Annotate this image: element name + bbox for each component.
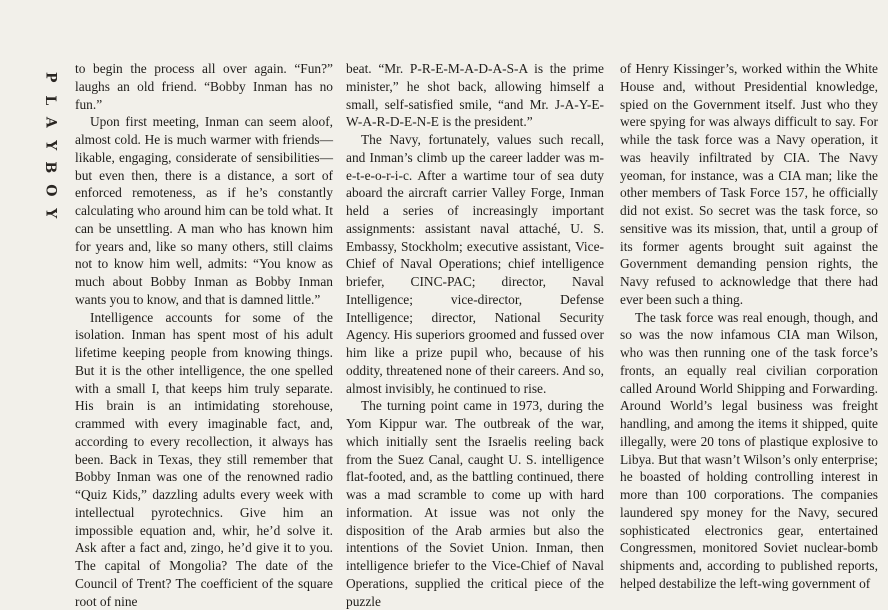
paragraph: The Navy, fortunately, values such recall, and Inman’s climb up the career ladder was m-e-t-e-o-r-i-c. After a wartime tour of sea duty aboard the aircraft carrier Valley Forge, Inman held a series of increasingly important assignments: assistant naval attaché, U. S. Embassy, Stockholm; executive assistant, Vice-Chief of Naval Operations; chief intelligence briefer, CINC-PAC; director, Naval Intelligence; vice-director, Defense Intelligence; director, National Security Agency. His superiors groomed and fussed over him like a prize pupil who, because of his oddity, threatened none of their careers. And so, almost invisibly, he continued to rise. xyxy=(346,131,604,397)
paragraph: of Henry Kissinger’s, worked within the White House and, without Presidential knowledge, spied on the Government itself. Just who they were spying for was always difficult to say. For while the task force was a Navy operation, it was heavily infiltrated by CIA. The Navy yeoman, for instance, was a CIA man; like the other members of Task Force 157, he officially did not exist. So secret was the task force, so sensitive was its mission, that, until a group of its former agents brought suit against the Government demanding pension rights, the Navy refused to acknowledge that there had ever been such a thing. xyxy=(620,60,878,309)
text-column-3 xyxy=(620,60,878,593)
paragraph: The turning point came in 1973, during the Yom Kippur war. The outbreak of the war, which initially sent the Israelis reeling back from the Suez Canal, caught U. S. intelligence flat-footed, and, as the battling continued, there was a mad scramble to come up with hard information. At issue was not only the disposition of the Arab armies but also the intentions of the Soviet Union. Inman, then intelligence briefer to the Vice-Chief of Naval Operations, supplied the critical piece of the puzzle xyxy=(346,397,604,610)
sidebar-letter: A xyxy=(39,117,62,128)
paragraph: Intelligence accounts for some of the isolation. Inman has spent most of his adult lifetime keeping people from knowing things. But it is the other intelligence, the one spelled with a small I, that keeps him truly separate. His brain is an intimidating storehouse, crammed with every imaginable fact, and, according to every recollection, it always has been. Back in Texas, they still remember that Bobby Inman was one of the renowned radio “Quiz Kids,” dazzling adults every week with intellectual pyrotechnics. Give him an impossible equation and, whir, he’d solve it. Ask after a fact and, zingo, he’d give it to you. The capital of Mongolia? The date of the Council of Trent? The coefficient of the square root of nine xyxy=(75,309,333,610)
paragraph: Upon first meeting, Inman can seem aloof, almost cold. He is much warmer with friends—likable, engaging, considerate of sensibilities—but even then, there is a distance, a sort of enforced remoteness, as if he’s constantly calculating who around him can be told what. It can be unsettling. A man who has known him for years and, like so many others, still claims not to know him well, admits: “You know as much about Bobby Inman as Bobby Inman wants you to know, and that is damned little.” xyxy=(75,113,333,308)
sidebar-letter: Y xyxy=(39,208,62,218)
sidebar-letter: P xyxy=(39,72,62,83)
text-column-1 xyxy=(75,60,333,610)
sidebar-letter: B xyxy=(39,162,62,174)
paragraph: The task force was real enough, though, and so was the now infamous CIA man Wilson, who was then running one of the task force’s fronts, an equally real civilian corporation called Around World Shipping and Forwarding. Around World’s legal business was freight handling, and among the items it shipped, quite illegally, were 20 tons of plastique explosive to Libya. But that wasn’t Wilson’s only enterprise; he boasted of holding controlling interest in more than 100 corporations. The companies laundered spy money for the Navy, secured sophisticated electronics gear, entertained Congressmen, monitored Soviet nuclear-bomb shipments and, according to published reports, helped destabilize the left-wing government of xyxy=(620,309,878,593)
paragraph: to begin the process all over again. “Fun?” laughs an old friend. “Bobby Inman has no fun.” xyxy=(75,60,333,113)
paragraph: beat. “Mr. P-R-E-M-A-D-A-S-A is the prime minister,” he shot back, allowing himself a small, self-satisfied smile, “and Mr. J-A-Y-E-W-A-R-D-E-N-E is the president.” xyxy=(346,60,604,131)
magazine-sidebar-title xyxy=(40,66,60,224)
sidebar-letter: O xyxy=(39,184,62,196)
text-column-2 xyxy=(346,60,604,610)
sidebar-letter: L xyxy=(39,95,62,105)
sidebar-letter: Y xyxy=(39,140,62,150)
